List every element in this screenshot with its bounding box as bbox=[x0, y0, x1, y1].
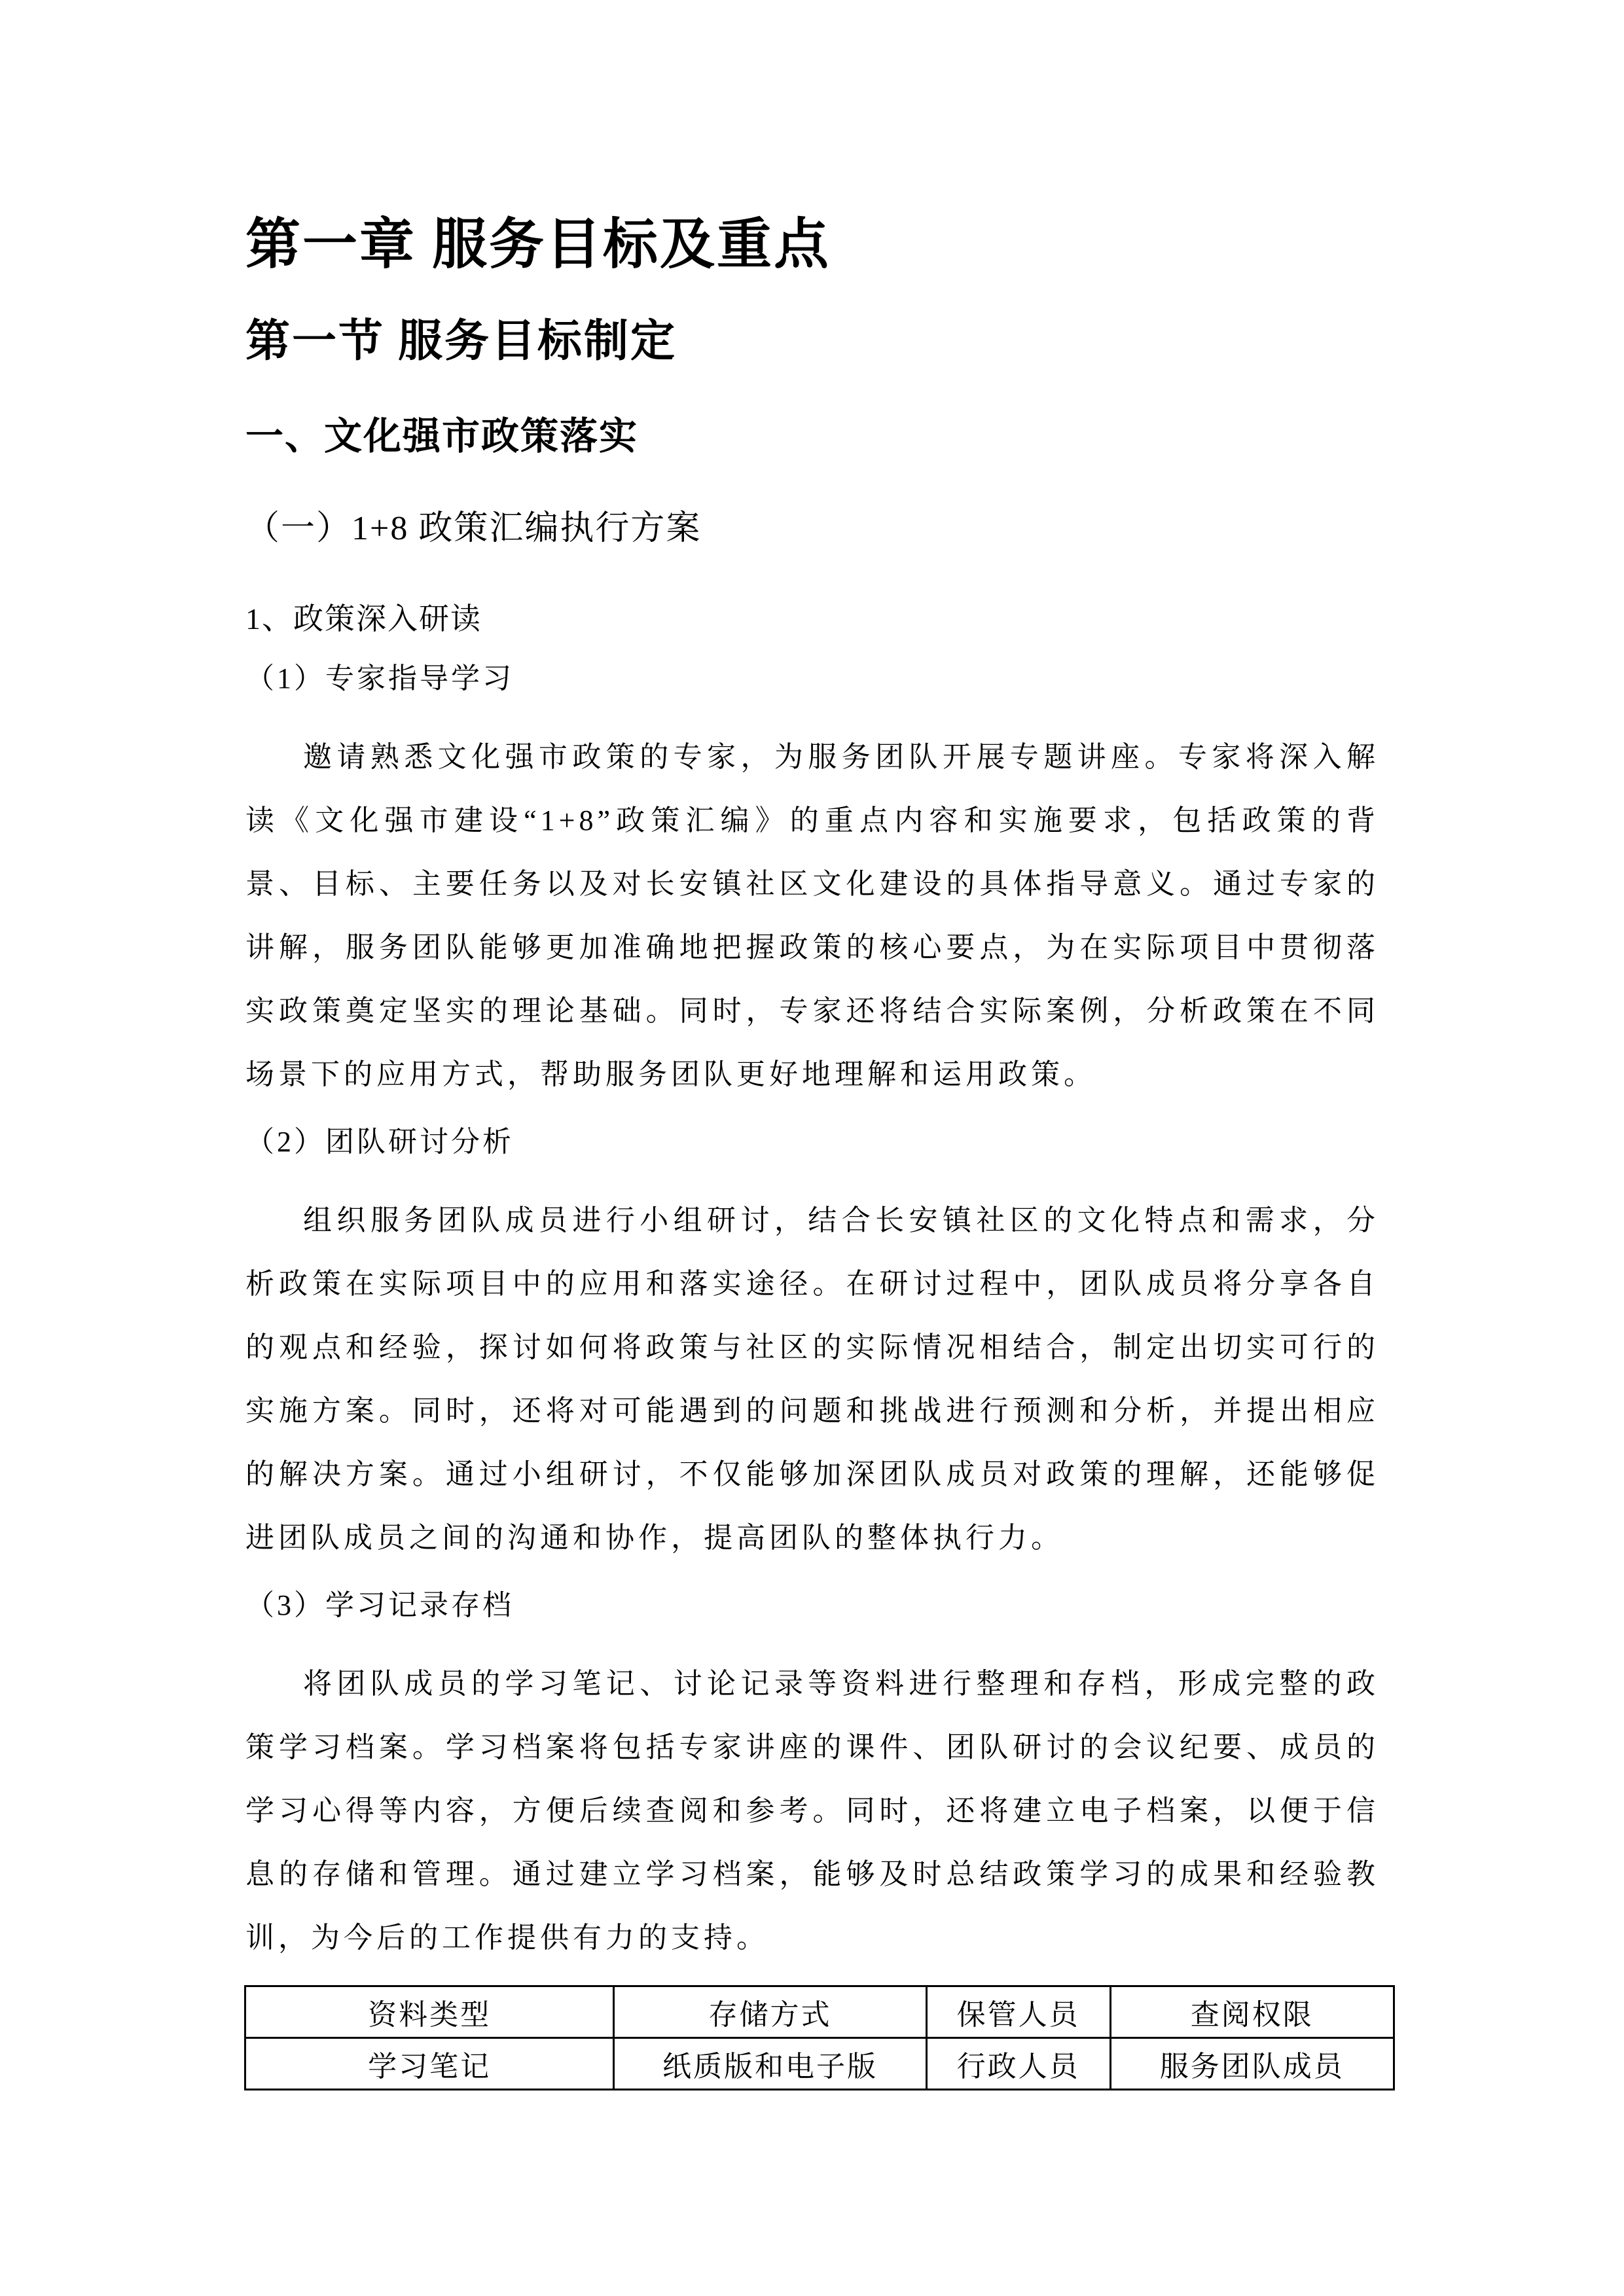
paragraph-2: 组织服务团队成员进行小组研讨，结合长安镇社区的文化特点和需求，分析政策在实际项目中的应用和落实途径。在研讨过程中，团队成员将分享各自的观点和经验，探讨如何将政策与社区的实际情况相结合，制定出切实可行的实施方案。同时，还将对可能遇到的问题和挑战进行预测和分析，并提出相应的解决方案。通过小组研讨，不仅能够加深团队成员对政策的理解，还能够促进团队成员之间的沟通和协作，提高团队的整体执行力。 bbox=[245, 1204, 1379, 1554]
section-heading: 第一节 服务目标制定 bbox=[245, 316, 677, 366]
table-header-row bbox=[245, 1986, 1394, 2038]
paragraph-3: 将团队成员的学习笔记、讨论记录等资料进行整理和存档，形成完整的政策学习档案。学习档案将包括专家讲座的课件、团队研讨的会议纪要、成员的学习心得等内容，方便后续查阅和参考。同时，还将建立电子档案，以便于信息的存储和管理。通过建立学习档案，能够及时总结政策学习的成果和经验教训，为今后的工作提供有力的支持。 bbox=[245, 1668, 1379, 1954]
table-header-access-permission: 查阅权限 bbox=[1110, 1986, 1394, 2038]
archive-table bbox=[244, 1985, 1395, 2090]
table-cell-access-permission: 服务团队成员 bbox=[1110, 2038, 1394, 2090]
table-header-custodian: 保管人员 bbox=[926, 1986, 1110, 2038]
paragraph-1: 邀请熟悉文化强市政策的专家，为服务团队开展专题讲座。专家将深入解读《文化强市建设“1+8”政策汇编》的重点内容和实施要求，包括政策的背景、目标、主要任务以及对长安镇社区文化建设的具体指导意义。通过专家的讲解，服务团队能够更加准确地把握政策的核心要点，为在实际项目中贯彻落实政策奠定坚实的理论基础。同时，专家还将结合实际案例，分析政策在不同场景下的应用方式，帮助服务团队更好地理解和运用政策。 bbox=[245, 741, 1379, 1090]
subsection-heading: 一、文化强市政策落实 bbox=[245, 415, 639, 457]
block-heading: （一）1+8 政策汇编执行方案 bbox=[245, 510, 702, 547]
table-cell-custodian: 行政人员 bbox=[926, 2038, 1110, 2090]
table-header-material-type: 资料类型 bbox=[245, 1986, 614, 2038]
item-heading-3: （3）学习记录存档 bbox=[245, 1589, 514, 1621]
document-content bbox=[245, 0, 1379, 2090]
item-heading-2: （2）团队研讨分析 bbox=[245, 1126, 514, 1158]
table-cell-material-type: 学习笔记 bbox=[245, 2038, 614, 2090]
table-row bbox=[245, 2038, 1394, 2090]
table-cell-storage-method: 纸质版和电子版 bbox=[614, 2038, 926, 2090]
numbered-heading: 1、政策深入研读 bbox=[245, 602, 482, 636]
chapter-heading: 第一章 服务目标及重点 bbox=[245, 215, 831, 276]
item-heading-1: （1）专家指导学习 bbox=[245, 662, 514, 694]
table-header-storage-method: 存储方式 bbox=[614, 1986, 926, 2038]
